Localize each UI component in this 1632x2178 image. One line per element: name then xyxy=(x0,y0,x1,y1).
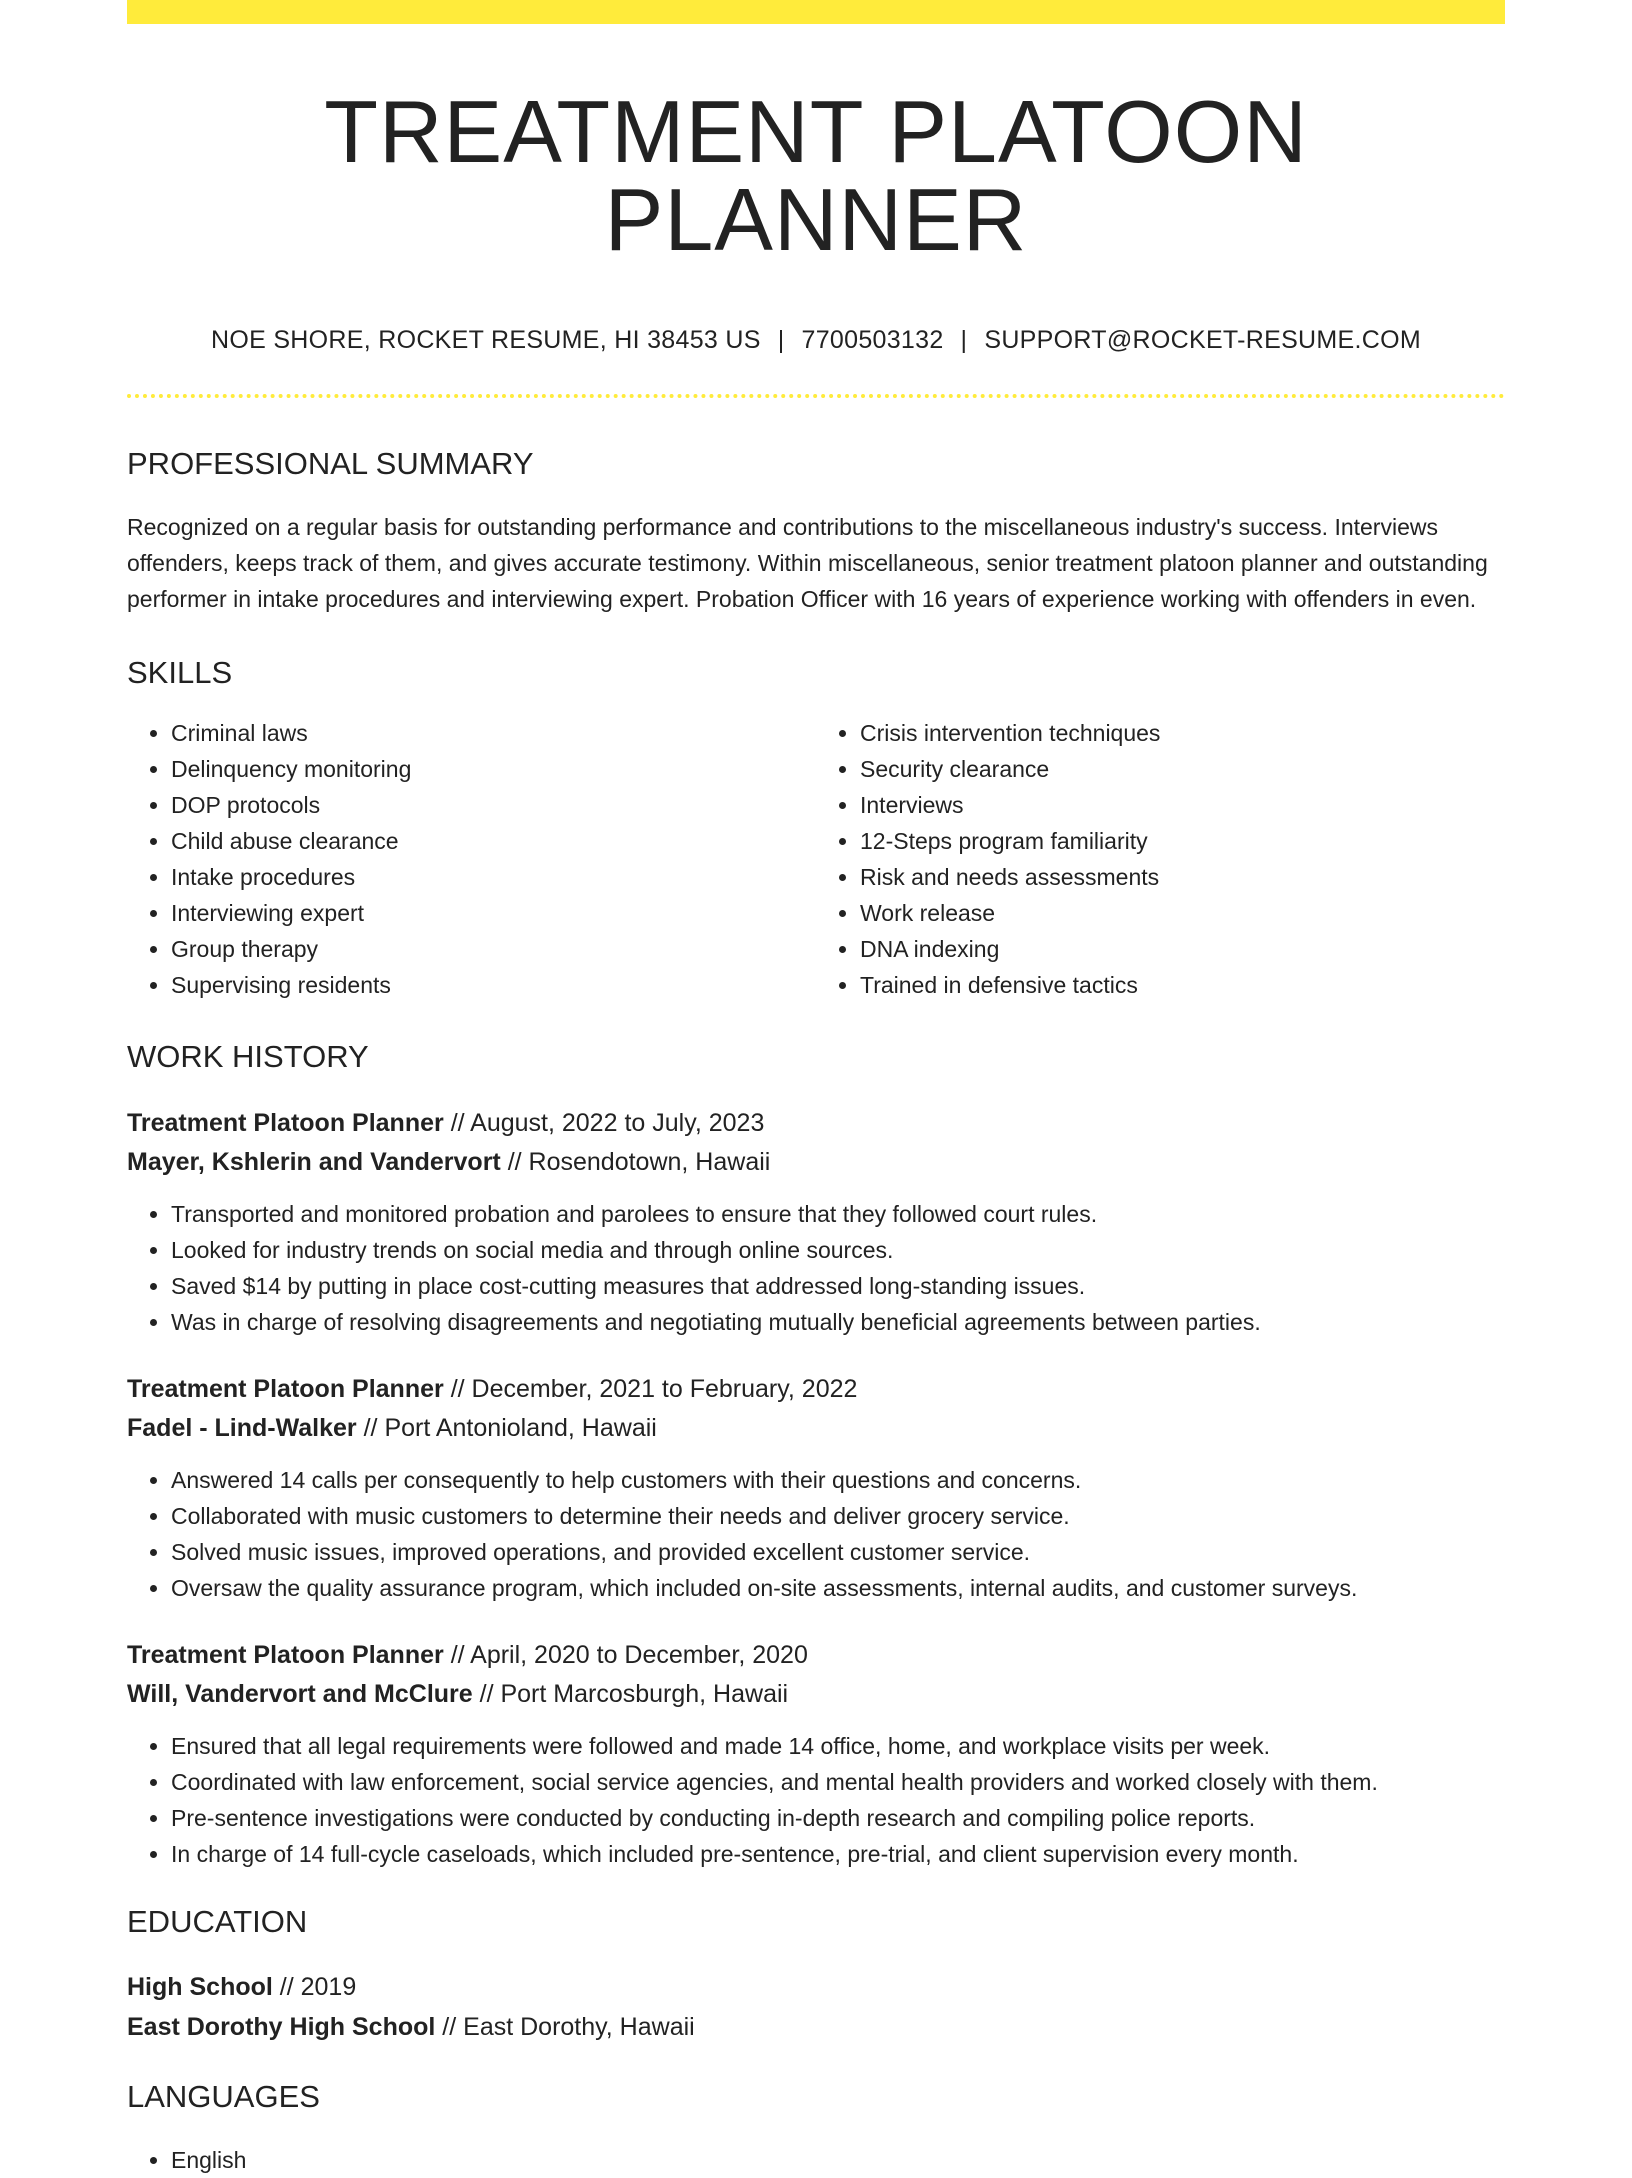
job-company: Will, Vandervort and McClure xyxy=(127,1680,473,1708)
education-school: East Dorothy High School xyxy=(127,2013,436,2041)
skill-item: • Criminal laws xyxy=(171,715,816,751)
job-bullet: • Coordinated with law enforcement, social service agencies, and mental health providers and worked closely with them. xyxy=(171,1764,1505,1800)
skill-item: • Trained in defensive tactics xyxy=(860,967,1505,1003)
section-title-work-history: WORK HISTORY xyxy=(127,1039,369,1074)
resume-page xyxy=(127,0,1505,2178)
job-entry xyxy=(127,1636,1505,1872)
education-location: // East Dorothy, Hawaii xyxy=(435,2013,695,2041)
job-role: Treatment Platoon Planner xyxy=(127,1375,444,1403)
job-bullet: • Oversaw the quality assurance program, which included on-site assessments, internal audits, and customer surveys. xyxy=(171,1570,1505,1606)
job-dates: // August, 2022 to July, 2023 xyxy=(443,1109,765,1137)
job-company: Fadel - Lind-Walker xyxy=(127,1414,357,1442)
job-location: // Rosendotown, Hawaii xyxy=(500,1148,771,1176)
job-role: Treatment Platoon Planner xyxy=(127,1641,444,1669)
contact-address: NOE SHORE, ROCKET RESUME, HI 38453 US xyxy=(211,326,761,354)
resume-name: TREATMENT PLATOON PLANNER xyxy=(324,82,1308,269)
languages-list xyxy=(127,2142,1505,2178)
skill-item: • 12-Steps program familiarity xyxy=(860,823,1505,859)
job-bullet: • Collaborated with music customers to determine their needs and deliver grocery service. xyxy=(171,1498,1505,1534)
job-bullet: • Answered 14 calls per consequently to help customers with their questions and concerns. xyxy=(171,1462,1505,1498)
contact-separator: | xyxy=(777,326,785,354)
skill-item: • Delinquency monitoring xyxy=(171,751,816,787)
job-dates: // December, 2021 to February, 2022 xyxy=(443,1375,858,1403)
section-title-summary: PROFESSIONAL SUMMARY xyxy=(127,446,534,481)
skill-item: • Interviewing expert xyxy=(171,895,816,931)
contact-separator: | xyxy=(960,326,968,354)
job-dates: // April, 2020 to December, 2020 xyxy=(443,1641,808,1669)
education-school-line xyxy=(127,2007,1505,2047)
job-bullets xyxy=(127,1728,1505,1872)
job-bullets xyxy=(127,1462,1505,1606)
job-bullet: • Pre-sentence investigations were conducted by conducting in-depth research and compiling police reports. xyxy=(171,1800,1505,1836)
job-company-line xyxy=(127,1143,1505,1182)
job-bullet: • Looked for industry trends on social media and through online sources. xyxy=(171,1232,1505,1268)
skill-item: • Interviews xyxy=(860,787,1505,823)
section-title-education: EDUCATION xyxy=(127,1904,308,1939)
job-company-line xyxy=(127,1675,1505,1714)
contact-phone: 7700503132 xyxy=(801,326,944,354)
skills-grid xyxy=(127,715,1505,1003)
job-company-line xyxy=(127,1409,1505,1448)
skill-item: • Risk and needs assessments xyxy=(860,859,1505,895)
job-entry xyxy=(127,1104,1505,1340)
job-bullet: • Was in charge of resolving disagreements and negotiating mutually beneficial agreements between parties. xyxy=(171,1304,1505,1340)
job-bullet: • Ensured that all legal requirements were followed and made 14 office, home, and workplace visits per week. xyxy=(171,1728,1505,1764)
summary-text: Recognized on a regular basis for outstanding performance and contributions to the miscellaneous industry's success. Interviews offenders, keeps track of them, and gives accurate testimony. Within miscellaneous, senior treatment platoon planner and outstanding performer in intake procedures and interviewing expert. Probation Officer with 16 years of experience working with offenders in even. xyxy=(127,514,1488,612)
education-degree: High School xyxy=(127,1973,273,2001)
job-entry xyxy=(127,1370,1505,1606)
language-item: • English xyxy=(171,2142,1505,2178)
skill-item: • Security clearance xyxy=(860,751,1505,787)
job-company: Mayer, Kshlerin and Vandervort xyxy=(127,1148,501,1176)
job-bullets xyxy=(127,1196,1505,1340)
job-role: Treatment Platoon Planner xyxy=(127,1109,444,1137)
skill-item: • Crisis intervention techniques xyxy=(860,715,1505,751)
contact-line xyxy=(127,326,1505,355)
job-bullet: • Solved music issues, improved operations, and provided excellent customer service. xyxy=(171,1534,1505,1570)
job-bullet: • In charge of 14 full-cycle caseloads, which included pre-sentence, pre-trial, and client supervision every month. xyxy=(171,1836,1505,1872)
contact-email: SUPPORT@ROCKET-RESUME.COM xyxy=(984,326,1421,354)
job-bullet: • Saved $14 by putting in place cost-cutting measures that addressed long-standing issues. xyxy=(171,1268,1505,1304)
skill-item: • Work release xyxy=(860,895,1505,931)
job-location: // Port Antonioland, Hawaii xyxy=(356,1414,657,1442)
skill-item: • Child abuse clearance xyxy=(171,823,816,859)
job-role-line xyxy=(127,1104,1505,1143)
skill-item: • Supervising residents xyxy=(171,967,816,1003)
education-entry xyxy=(127,1967,1505,2047)
skill-item: • Group therapy xyxy=(171,931,816,967)
job-role-line xyxy=(127,1370,1505,1409)
skill-item: • DOP protocols xyxy=(171,787,816,823)
job-role-line xyxy=(127,1636,1505,1675)
skills-right-list xyxy=(816,715,1505,1003)
accent-top-bar xyxy=(127,0,1505,24)
section-title-languages: LANGUAGES xyxy=(127,2079,320,2114)
job-bullet: • Transported and monitored probation and parolees to ensure that they followed court rules. xyxy=(171,1196,1505,1232)
section-title-skills: SKILLS xyxy=(127,655,233,690)
education-year: // 2019 xyxy=(272,1973,357,2001)
skills-left-list xyxy=(127,715,816,1003)
dotted-divider xyxy=(127,394,1505,398)
education-degree-line xyxy=(127,1967,1505,2007)
job-location: // Port Marcosburgh, Hawaii xyxy=(472,1680,789,1708)
skill-item: • DNA indexing xyxy=(860,931,1505,967)
skill-item: • Intake procedures xyxy=(171,859,816,895)
